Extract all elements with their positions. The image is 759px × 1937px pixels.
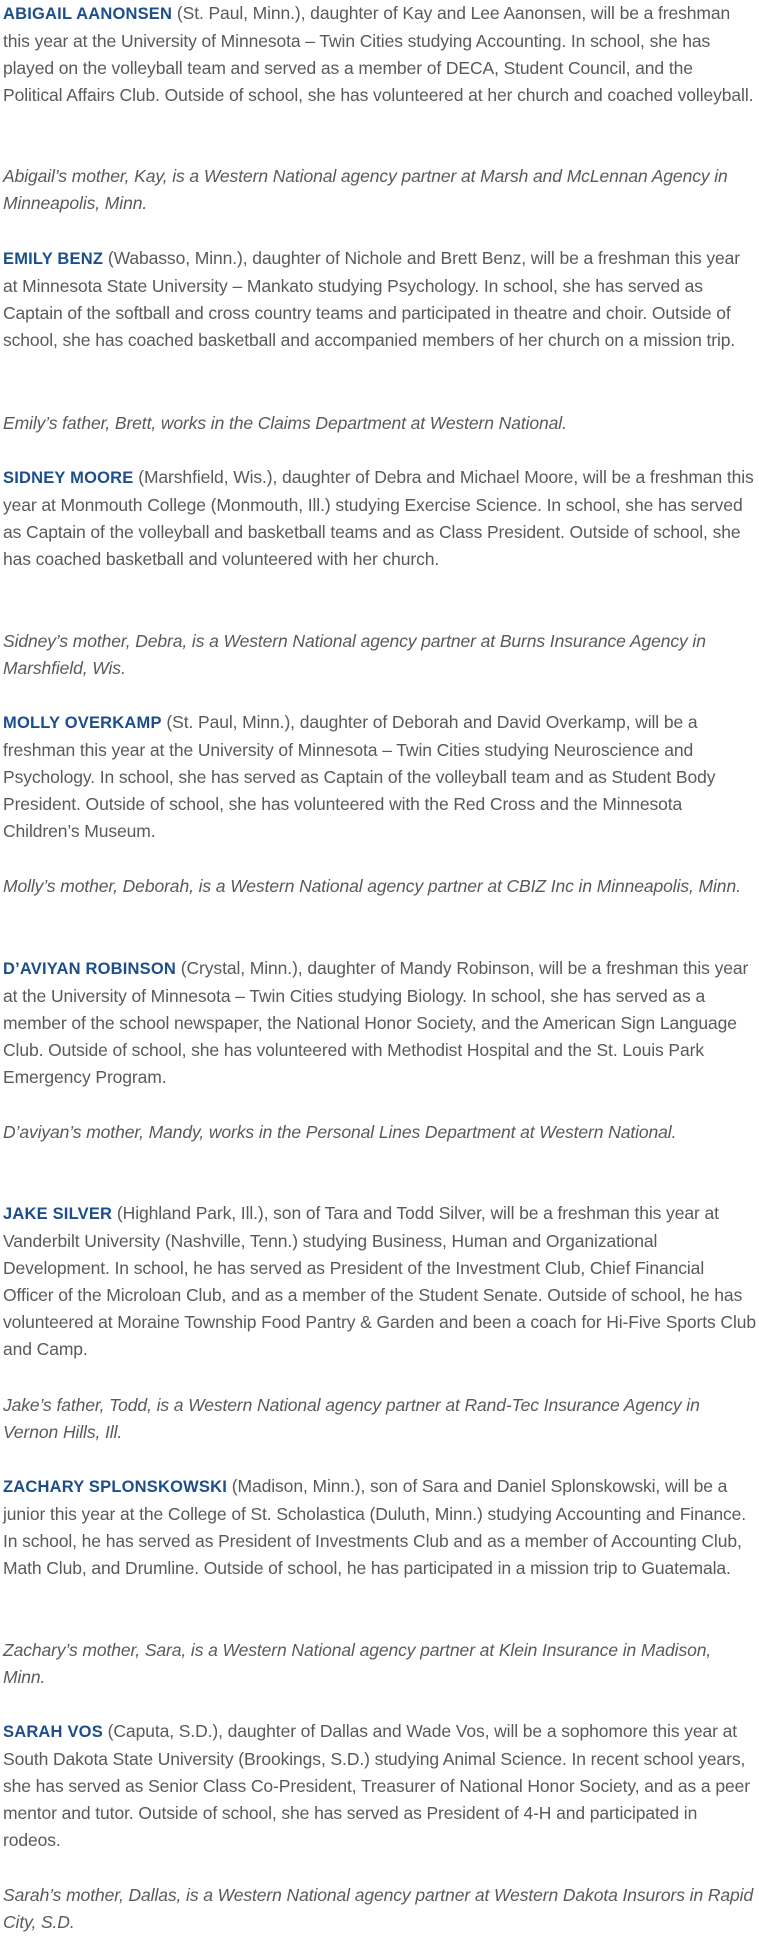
- scholar-bio-text: (Marshfield, Wis.), daughter of Debra and Michael Moore, will be a freshman this year at Monmouth College (Monmouth, Ill.) studying Exercise Science. In school, she has served as Captain of the volleyball and basketball teams and as Class President. Outside of school, she has coached basketball and volunteered with her church.: [3, 467, 754, 569]
- scholar-parent-note-splonskowski: Zachary’s mother, Sara, is a Western National agency partner at Klein Insurance in Madison, Minn.: [3, 1640, 712, 1687]
- scholar-bio-splonskowski: [3, 1473, 757, 1582]
- scholar-bio-overkamp: [3, 709, 757, 845]
- scholar-bio-text: (Wabasso, Minn.), daughter of Nichole and Brett Benz, will be a freshman this year at Minnesota State University – Mankato studying Psychology. In school, she has served as Captain of the softball and cross country teams and participated in theatre and choir. Outside of school, she has coached basketball and accompanied members of her church on a mission trip.: [3, 248, 741, 350]
- scholar-bio-moore: [3, 464, 757, 573]
- scholar-bio-text: (St. Paul, Minn.), daughter of Deborah and David Overkamp, will be a freshman this year at the University of Minnesota – Twin Cities studying Neuroscience and Psychology. In school, she has served as Captain of the volleyball team and as Student Body President. Outside of school, she has volunteered with the Red Cross and the Minnesota Children’s Museum.: [3, 712, 716, 841]
- scholar-parent-note-moore: Sidney’s mother, Debra, is a Western National agency partner at Burns Insurance Agency in Marshfield, Wis.: [3, 631, 706, 678]
- scholar-bio-text: (Caputa, S.D.), daughter of Dallas and Wade Vos, will be a sophomore this year at South Dakota State University (Brookings, S.D.) studying Animal Science. In recent school years, she has served as Senior Class Co-President, Treasurer of National Honor Society, and as a peer mentor and tutor. Outside of school, she has served as President of 4-H and participated in rodeos.: [3, 1721, 750, 1850]
- scholar-bio-silver: [3, 1200, 757, 1363]
- scholar-bio-text: (Highland Park, Ill.), son of Tara and Todd Silver, will be a freshman this year at Vanderbilt University (Nashville, Tenn.) studying Business, Human and Organizational Development. In school, he has served as President of the Investment Club, Chief Financial Officer of the Microloan Club, and as a member of the Student Senate. Outside of school, he has volunteered at Moraine Township Food Pantry & Garden and been a coach for Hi-Five Sports Club and Camp.: [3, 1203, 757, 1359]
- scholar-bio-aanonsen: [3, 0, 757, 109]
- scholar-parent-note-silver: Jake’s father, Todd, is a Western National agency partner at Rand-Tec Insurance Agency in Vernon Hills, Ill.: [3, 1395, 700, 1442]
- scholar-parent-note-vos: Sarah’s mother, Dallas, is a Western National agency partner at Western Dakota Insurors in Rapid City, S.D.: [3, 1885, 754, 1932]
- scholar-name: SIDNEY MOORE: [3, 469, 134, 487]
- scholar-parent-note-aanonsen: Abigail’s mother, Kay, is a Western National agency partner at Marsh and McLennan Agency in Minneapolis, Minn.: [3, 166, 728, 213]
- scholar-bio-benz: [3, 245, 757, 354]
- scholar-name: MOLLY OVERKAMP: [3, 714, 162, 732]
- scholar-parent-note-benz: Emily’s father, Brett, works in the Claims Department at Western National.: [3, 413, 567, 433]
- scholar-bio-robinson: [3, 955, 757, 1091]
- scholar-name: ABIGAIL AANONSEN: [3, 5, 173, 23]
- scholar-name: JAKE SILVER: [3, 1205, 113, 1223]
- scholar-name: D’AVIYAN ROBINSON: [3, 960, 177, 978]
- scholar-bio-vos: [3, 1718, 757, 1854]
- scholar-name: EMILY BENZ: [3, 250, 104, 268]
- scholar-parent-note-overkamp: Molly’s mother, Deborah, is a Western National agency partner at CBIZ Inc in Minneapolis, Minn.: [3, 876, 741, 896]
- scholar-name: SARAH VOS: [3, 1723, 103, 1741]
- scholar-bio-text: (Madison, Minn.), son of Sara and Daniel Splonskowski, will be a junior this year at the College of St. Scholastica (Duluth, Minn.) studying Accounting and Finance. In school, he has served as President of Investments Club and as a member of Accounting Club, Math Club, and Drumline. Outside of school, he has participated in a mission trip to Guatemala.: [3, 1476, 747, 1578]
- scholar-name: ZACHARY SPLONSKOWSKI: [3, 1478, 228, 1496]
- scholar-parent-note-robinson: D’aviyan’s mother, Mandy, works in the Personal Lines Department at Western National.: [3, 1122, 677, 1142]
- scholar-bio-text: (St. Paul, Minn.), daughter of Kay and Lee Aanonsen, will be a freshman this year at the University of Minnesota – Twin Cities studying Accounting. In school, she has played on the volleyball team and served as a member of DECA, Student Council, and the Political Affairs Club. Outside of school, she has volunteered at her church and coached volleyball.: [3, 3, 754, 105]
- scholar-bio-text: (Crystal, Minn.), daughter of Mandy Robinson, will be a freshman this year at the University of Minnesota – Twin Cities studying Biology. In school, she has served as a member of the school newspaper, the National Honor Society, and the American Sign Language Club. Outside of school, she has volunteered with Methodist Hospital and the St. Louis Park Emergency Program.: [3, 958, 749, 1087]
